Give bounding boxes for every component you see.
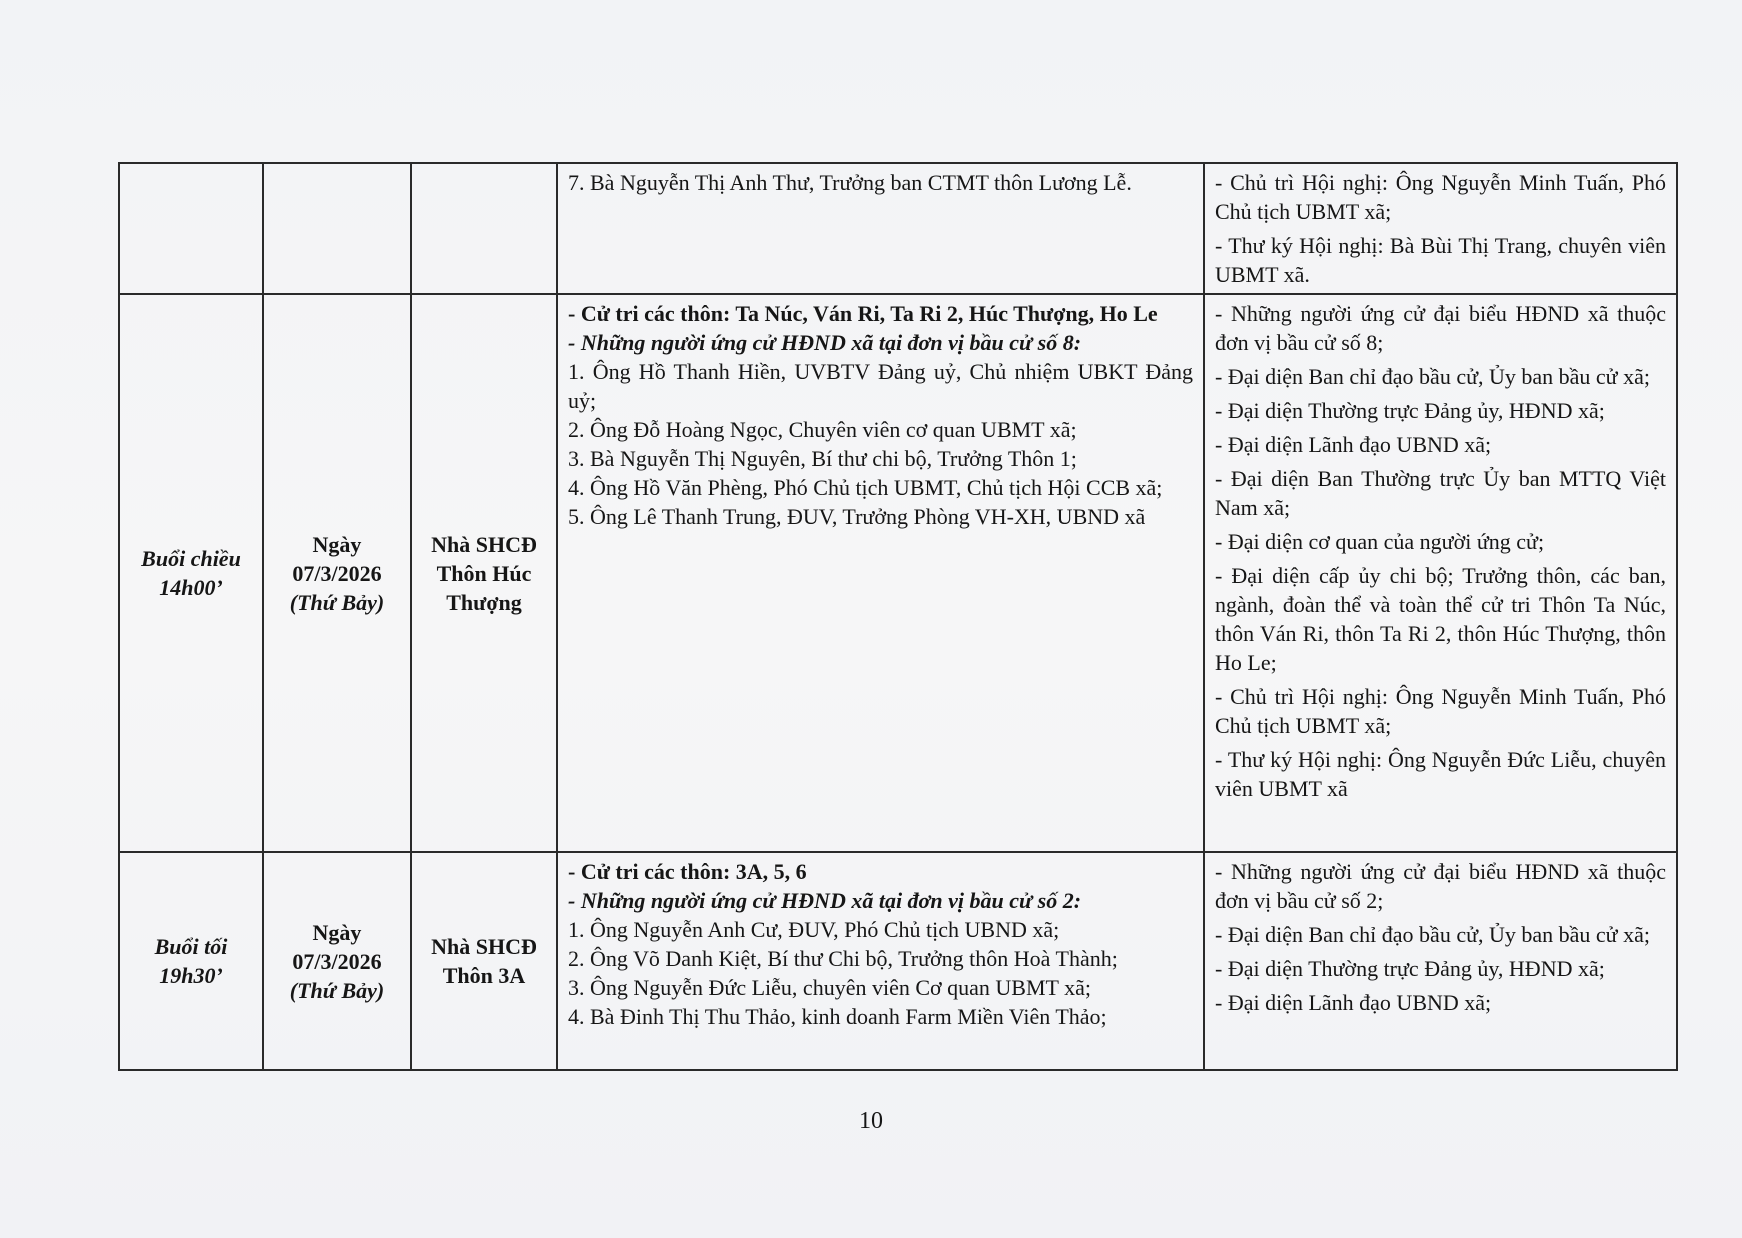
session-time: 19h30’ [159,963,223,988]
voters-heading: - Cử tri các thôn: 3A, 5, 6 [568,859,807,884]
session-cell [119,163,263,294]
candidates-heading: - Những người ứng cử HĐND xã tại đơn vị bầu cử số 2: [568,888,1082,913]
participant-item: - Thư ký Hội nghị: Bà Bùi Thị Trang, chuyên viên UBMT xã. [1215,233,1666,287]
date-day: Ngày [312,919,362,945]
participant-item: - Chủ trì Hội nghị: Ông Nguyễn Minh Tuấn, Phó Chủ tịch UBMT xã; [1215,684,1666,738]
participant-item: - Đại diện Ban Thường trực Ủy ban MTTQ Việt Nam xã; [1215,466,1666,520]
participant-item: - Chủ trì Hội nghị: Ông Nguyễn Minh Tuấn, Phó Chủ tịch UBMT xã; [1215,170,1666,224]
participant-item: - Những người ứng cử đại biểu HĐND xã thuộc đơn vị bầu cử số 2; [1215,859,1666,913]
content-cell [557,163,1204,294]
candidate-item: 1. Ông Hồ Thanh Hiền, UVBTV Đảng uỷ, Chủ nhiệm UBKT Đảng uỷ; [568,359,1193,413]
content-cell [557,852,1204,1070]
participant-item: - Đại diện Lãnh đạo UBND xã; [1215,990,1492,1015]
date-day: Ngày [312,531,362,557]
participant-item: - Đại diện Thường trực Đảng ủy, HĐND xã; [1215,398,1605,423]
participants-cell [1204,163,1677,294]
place-cell [411,294,557,852]
page-number: 10 [859,1108,883,1134]
participant-item: - Đại diện Ban chỉ đạo bầu cử, Ủy ban bầu cử xã; [1215,922,1650,947]
session-label: Buổi tối [154,934,228,959]
candidate-item: 3. Bà Nguyễn Thị Nguyên, Bí thư chi bộ, Trưởng Thôn 1; [568,446,1077,471]
session-cell [119,294,263,852]
place-line: Thôn Húc Thượng [436,560,532,615]
participant-item: - Đại diện cơ quan của người ứng cử; [1215,529,1545,554]
participant-item: - Đại diện cấp ủy chi bộ; Trưởng thôn, các ban, ngành, đoàn thể và toàn thể cử tri Thôn Ta Núc, thôn Ván Ri, thôn Ta Ri 2, thôn Húc Thượng, thôn Ho Le; [1215,563,1666,675]
participant-item: - Đại diện Lãnh đạo UBND xã; [1215,432,1492,457]
session-cell [119,852,263,1070]
participant-item: - Thư ký Hội nghị: Ông Nguyễn Đức Liễu, chuyên viên UBMT xã [1215,747,1666,801]
place-cell [411,852,557,1070]
participants-cell [1204,294,1677,852]
participant-item: - Đại diện Thường trực Đảng ủy, HĐND xã; [1215,956,1605,981]
candidate-item: 3. Ông Nguyễn Đức Liễu, chuyên viên Cơ quan UBMT xã; [568,975,1091,1000]
schedule-table [118,162,1678,1071]
candidate-item: 5. Ông Lê Thanh Trung, ĐUV, Trưởng Phòng VH-XH, UBND xã [568,504,1146,529]
participant-item: - Những người ứng cử đại biểu HĐND xã thuộc đơn vị bầu cử số 8; [1215,301,1666,355]
place-line: Nhà SHCĐ [431,934,537,959]
table-row [119,852,1677,1070]
date-cell [263,294,411,852]
date-value: 07/3/2026 [292,560,382,586]
candidate-item: 2. Ông Võ Danh Kiệt, Bí thư Chi bộ, Trưởng thôn Hoà Thành; [568,946,1118,971]
candidate-item: 1. Ông Nguyễn Anh Cư, ĐUV, Phó Chủ tịch UBND xã; [568,917,1060,942]
place-line: Thôn 3A [442,963,526,988]
candidate-item: 4. Bà Đinh Thị Thu Thảo, kinh doanh Farm Miền Viên Thảo; [568,1004,1107,1029]
participant-item: - Đại diện Ban chỉ đạo bầu cử, Ủy ban bầu cử xã; [1215,364,1650,389]
date-weekday: (Thứ Bảy) [289,589,385,615]
content-cell [557,294,1204,852]
table-row [119,163,1677,294]
candidate-item: 7. Bà Nguyễn Thị Anh Thư, Trưởng ban CTMT thôn Lương Lễ. [568,170,1132,195]
date-value: 07/3/2026 [292,948,382,974]
place-line: Nhà SHCĐ [431,531,537,557]
voters-heading: - Cử tri các thôn: Ta Núc, Ván Ri, Ta Ri 2, Húc Thượng, Ho Le [568,301,1158,326]
candidate-item: 4. Ông Hồ Văn Phèng, Phó Chủ tịch UBMT, Chủ tịch Hội CCB xã; [568,475,1163,500]
date-cell [263,852,411,1070]
session-time: 14h00’ [159,575,223,600]
participants-cell [1204,852,1677,1070]
candidates-heading: - Những người ứng cử HĐND xã tại đơn vị bầu cử số 8: [568,330,1082,355]
place-cell [411,163,557,294]
table-row [119,294,1677,852]
date-weekday: (Thứ Bảy) [289,977,385,1003]
candidate-item: 2. Ông Đỗ Hoàng Ngọc, Chuyên viên cơ quan UBMT xã; [568,417,1077,442]
date-cell [263,163,411,294]
session-label: Buổi chiều [141,546,241,571]
